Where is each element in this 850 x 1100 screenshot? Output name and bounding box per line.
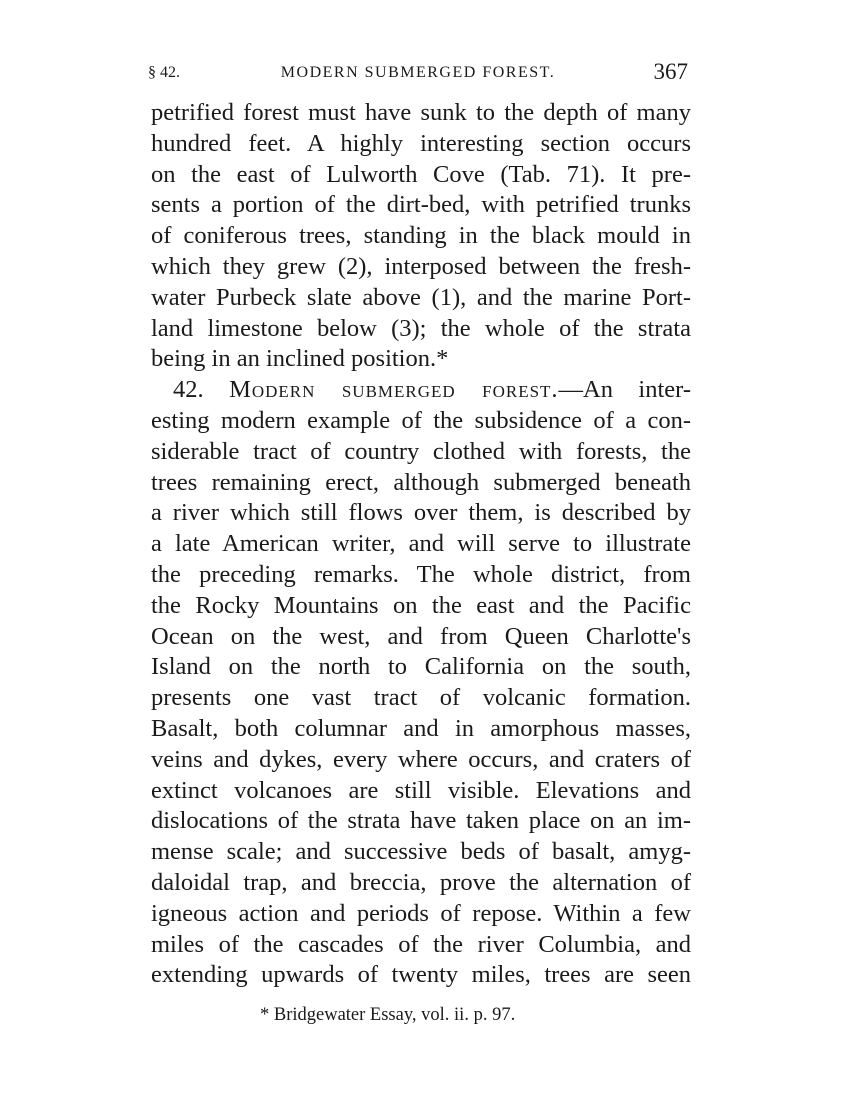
text-line: siderable tract of country clothed with forests, the: [151, 437, 691, 465]
body-text: [151, 98, 691, 991]
section-heading: Modern submerged forest.: [229, 376, 559, 404]
text-line: the Rocky Mountains on the east and the Pacific: [151, 591, 691, 619]
text-line: daloidal trap, and breccia, prove the alternation of: [151, 868, 691, 896]
text-line: on the east of Lulworth Cove (Tab. 71). It pre-: [151, 160, 691, 188]
text-line: miles of the cascades of the river Columbia, and: [151, 930, 691, 958]
text-line: the preceding remarks. The whole district, from: [151, 560, 691, 588]
running-head: [148, 59, 688, 88]
text-line: extinct volcanoes are still visible. Elevations and: [151, 776, 691, 804]
text-line: water Purbeck slate above (1), and the marine Port-: [151, 283, 691, 311]
running-title: MODERN SUBMERGED FOREST.: [280, 64, 556, 81]
text-line: Ocean on the west, and from Queen Charlotte's: [151, 622, 691, 650]
footnote: * Bridgewater Essay, vol. ii. p. 97.: [260, 1005, 516, 1025]
section-heading-rest: —An inter-: [558, 376, 691, 404]
page-number: 367: [653, 59, 688, 84]
text-line: land limestone below (3); the whole of the strata: [151, 314, 691, 342]
text-line: being in an inclined position.*: [151, 345, 449, 373]
text-line: sents a portion of the dirt-bed, with petrified trunks: [151, 191, 691, 219]
text-line: veins and dykes, every where occurs, and craters of: [151, 745, 691, 773]
text-line: trees remaining erect, although submerged beneath: [151, 468, 691, 496]
text-line: of coniferous trees, standing in the black mould in: [151, 222, 691, 250]
text-line: igneous action and periods of repose. Within a few: [151, 899, 691, 927]
text-line: presents one vast tract of volcanic formation.: [151, 684, 691, 712]
text-line: which they grew (2), interposed between the fresh-: [151, 252, 691, 280]
section-heading-line: [151, 375, 691, 406]
text-line: a river which still flows over them, is described by: [151, 499, 691, 527]
text-line: dislocations of the strata have taken place on an im-: [151, 807, 691, 835]
text-line: a late American writer, and will serve to illustrate: [151, 530, 691, 558]
text-line: Basalt, both columnar and in amorphous masses,: [151, 714, 691, 742]
section-number: 42.: [173, 376, 204, 404]
section-marker: § 42.: [148, 64, 180, 81]
text-line: hundred feet. A highly interesting section occurs: [151, 129, 691, 157]
text-line: Island on the north to California on the south,: [151, 653, 691, 681]
text-line: extending upwards of twenty miles, trees are seen: [151, 961, 691, 989]
text-line: petrified forest must have sunk to the depth of many: [151, 99, 691, 126]
text-line: mense scale; and successive beds of basalt, amyg-: [151, 838, 691, 866]
text-line: esting modern example of the subsidence of a con-: [151, 406, 691, 434]
